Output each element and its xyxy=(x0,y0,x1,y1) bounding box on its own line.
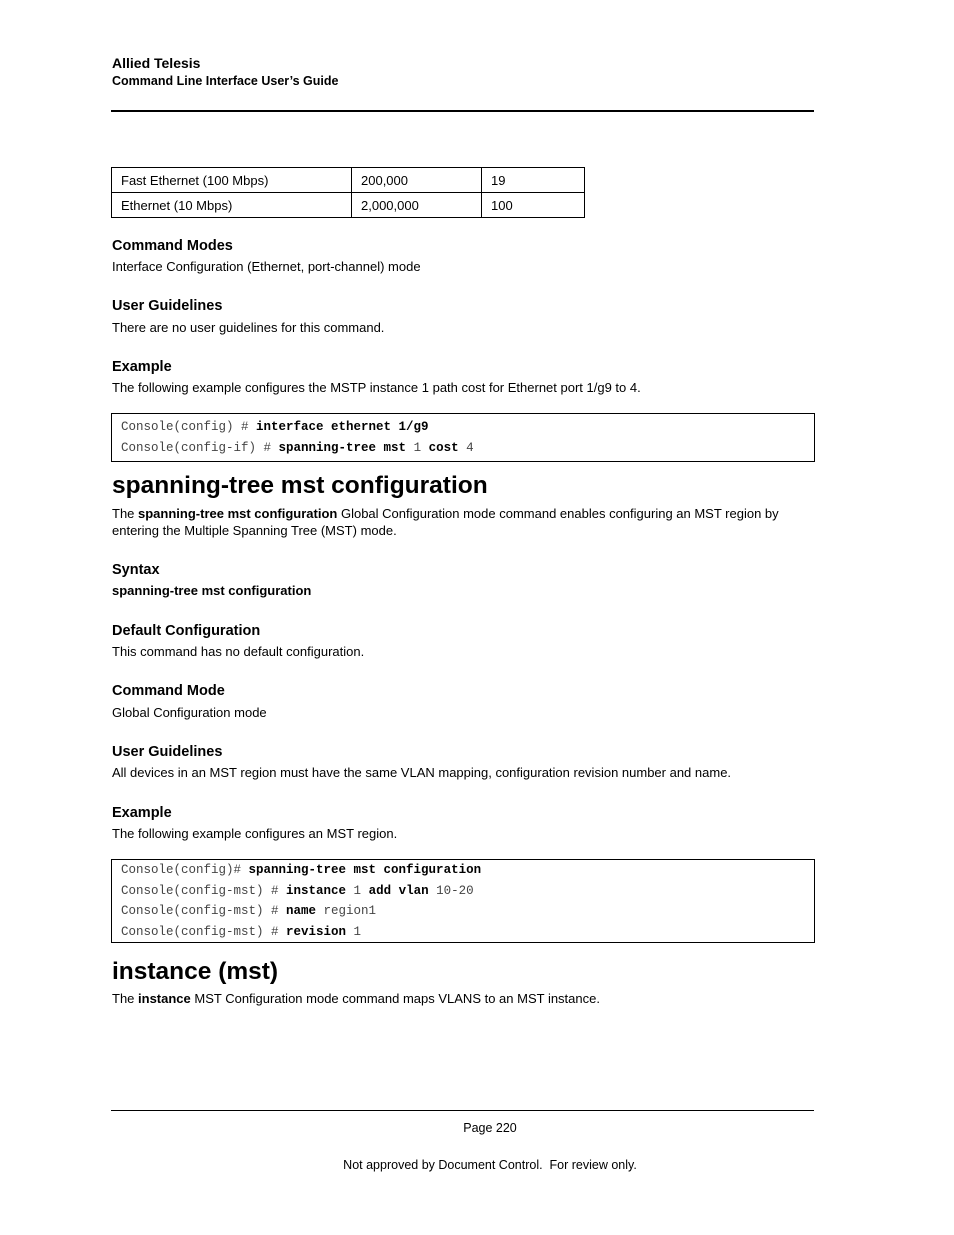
code-keyword: instance xyxy=(286,883,347,898)
code-line xyxy=(112,901,814,922)
intro-text: The xyxy=(112,991,139,1006)
example-text: The following example configures the MSTP instance 1 path cost for Ethernet port 1/g9 to 4. xyxy=(112,380,641,395)
code-keyword: interface ethernet 1/g9 xyxy=(256,420,429,434)
header-rule xyxy=(111,110,814,112)
review-notice: Not approved by Document Control. For review only. xyxy=(343,1158,637,1172)
code-prompt: Console(config)# xyxy=(121,863,249,877)
section-title: instance (mst) xyxy=(112,958,279,985)
section-intro xyxy=(112,991,600,1006)
intro-text: The xyxy=(112,506,139,521)
code-keyword: revision xyxy=(286,924,347,939)
table-row xyxy=(112,193,585,218)
code-prompt: Console(config-mst) # xyxy=(121,924,287,939)
code-line xyxy=(112,438,814,459)
command-name: spanning-tree mst configuration xyxy=(138,506,338,521)
code-prompt: Console(config-mst) # xyxy=(121,883,287,898)
example-heading: Example xyxy=(112,359,172,375)
syntax-heading: Syntax xyxy=(112,562,160,578)
code-keyword: spanning-tree mst xyxy=(278,440,407,455)
code-argument: region1 xyxy=(316,904,377,918)
code-argument: 1 xyxy=(346,883,369,898)
code-keyword: name xyxy=(286,904,317,918)
code-line xyxy=(112,881,814,902)
table-cell: 200,000 xyxy=(352,168,482,193)
code-block xyxy=(111,413,815,462)
intro-text: MST Configuration mode command maps VLANS to an MST instance. xyxy=(190,991,600,1006)
code-block xyxy=(111,859,815,943)
command-mode-heading: Command Mode xyxy=(112,683,225,699)
code-argument: 4 xyxy=(458,440,474,455)
syntax-text: spanning-tree mst configuration xyxy=(112,583,312,598)
default-config-text: This command has no default configuration. xyxy=(112,644,365,659)
user-guidelines-heading: User Guidelines xyxy=(112,298,223,314)
code-line xyxy=(112,417,814,438)
table-row xyxy=(112,168,585,193)
section-intro xyxy=(112,505,817,539)
example-heading: Example xyxy=(112,805,172,821)
table-cell: 19 xyxy=(482,168,585,193)
code-argument: 10-20 xyxy=(428,883,474,898)
code-keyword: add vlan xyxy=(368,883,429,898)
code-prompt: Console(config-if) # xyxy=(121,440,279,455)
section-title: spanning-tree mst configuration xyxy=(112,472,488,499)
code-line xyxy=(112,922,814,943)
code-argument: 1 xyxy=(346,924,362,939)
user-guidelines-text: There are no user guidelines for this command. xyxy=(112,320,385,335)
page-number: Page 220 xyxy=(463,1121,517,1135)
command-mode-text: Global Configuration mode xyxy=(112,705,267,720)
table-cell: 100 xyxy=(482,193,585,218)
command-modes-heading: Command Modes xyxy=(112,238,233,254)
user-guidelines-text: All devices in an MST region must have the same VLAN mapping, configuration revision number and name. xyxy=(112,765,732,780)
code-prompt: Console(config) # xyxy=(121,420,257,434)
guide-title: Command Line Interface User’s Guide xyxy=(112,74,339,88)
table-cell: 2,000,000 xyxy=(352,193,482,218)
user-guidelines-heading: User Guidelines xyxy=(112,744,223,760)
intro-text: Global Configuration mode command enables configuring an MST region by entering the Multiple Spanning Tree (MST) mode. xyxy=(112,506,779,538)
company-name: Allied Telesis xyxy=(112,55,201,71)
code-argument: 1 xyxy=(406,440,429,455)
default-config-heading: Default Configuration xyxy=(112,623,261,639)
footer-rule xyxy=(111,1110,814,1111)
table-cell: Fast Ethernet (100 Mbps) xyxy=(112,168,352,193)
code-keyword: cost xyxy=(428,440,459,455)
code-keyword: spanning-tree mst configuration xyxy=(248,863,482,877)
command-modes-text: Interface Configuration (Ethernet, port-channel) mode xyxy=(112,259,421,274)
command-name: instance xyxy=(138,991,191,1006)
code-line xyxy=(112,860,814,881)
code-prompt: Console(config-mst) # xyxy=(121,904,287,918)
example-text: The following example configures an MST region. xyxy=(112,826,398,841)
path-cost-table xyxy=(111,167,585,218)
table-cell: Ethernet (10 Mbps) xyxy=(112,193,352,218)
